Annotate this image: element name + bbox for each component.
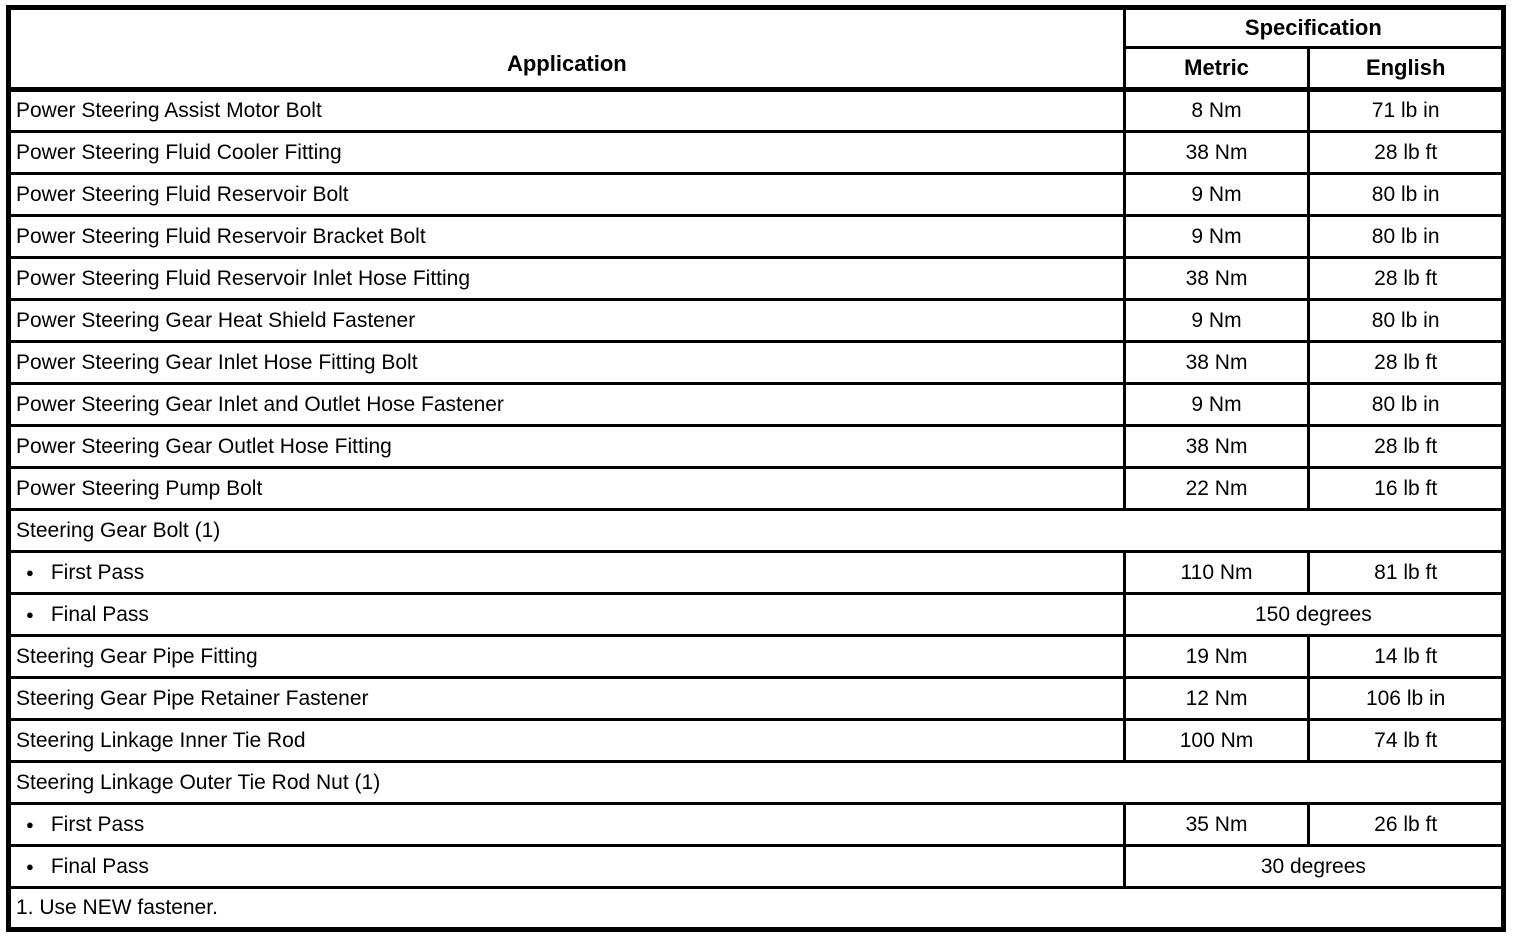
application-text: First Pass [50,560,145,584]
application-header: Application [9,8,1125,90]
application-text: Power Steering Fluid Reservoir Bolt [16,182,349,206]
metric-cell: 12 Nm [1124,678,1309,720]
application-text: Power Steering Pump Bolt [16,476,263,500]
english-cell: 80 lb in [1309,174,1504,216]
metric-cell: 38 Nm [1124,342,1309,384]
application-text: Steering Gear Pipe Fitting [16,644,258,668]
application-text: Power Steering Gear Inlet and Outlet Hose Fastener [16,392,504,416]
english-cell: 28 lb ft [1309,342,1504,384]
table-row [9,90,1504,132]
metric-cell: 9 Nm [1124,300,1309,342]
application-cell [9,384,1125,426]
bullet-icon: ● [26,606,34,622]
application-cell [9,594,1125,636]
bullet-icon: ● [26,564,34,580]
table-row [9,678,1504,720]
english-cell: 28 lb ft [1309,426,1504,468]
english-cell: 80 lb in [1309,384,1504,426]
application-cell [9,636,1125,678]
application-cell [9,846,1125,888]
english-cell: 106 lb in [1309,678,1504,720]
application-cell [9,258,1125,300]
english-cell: 71 lb in [1309,90,1504,132]
metric-cell: 38 Nm [1124,132,1309,174]
group-row-cell: Steering Gear Bolt (1) [9,510,1504,552]
application-text: Power Steering Fluid Reservoir Bracket Bolt [16,224,426,248]
metric-cell: 19 Nm [1124,636,1309,678]
spec-span-cell: 150 degrees [1124,594,1503,636]
specification-header: Specification [1124,8,1503,48]
table-header [9,8,1504,90]
english-cell: 81 lb ft [1309,552,1504,594]
header-row-1 [9,8,1504,48]
table-row [9,552,1504,594]
table-row [9,762,1504,804]
application-cell [9,468,1125,510]
metric-cell: 110 Nm [1124,552,1309,594]
application-text: Final Pass [50,602,149,626]
english-cell: 80 lb in [1309,216,1504,258]
metric-cell: 9 Nm [1124,384,1309,426]
application-text: Power Steering Gear Outlet Hose Fitting [16,434,392,458]
bullet-icon: ● [26,858,34,874]
application-cell [9,342,1125,384]
english-cell: 80 lb in [1309,300,1504,342]
english-cell: 74 lb ft [1309,720,1504,762]
application-cell [9,216,1125,258]
application-cell [9,426,1125,468]
metric-cell: 22 Nm [1124,468,1309,510]
table-row [9,846,1504,888]
application-text: Power Steering Fluid Cooler Fitting [16,140,342,164]
application-cell [9,174,1125,216]
table-row [9,426,1504,468]
metric-cell: 8 Nm [1124,90,1309,132]
metric-cell: 100 Nm [1124,720,1309,762]
table-row [9,342,1504,384]
table-row [9,174,1504,216]
torque-spec-table [6,5,1506,932]
metric-header: Metric [1124,48,1309,90]
table-row [9,258,1504,300]
application-cell [9,720,1125,762]
application-text: Steering Gear Pipe Retainer Fastener [16,686,369,710]
application-cell [9,90,1125,132]
application-cell [9,552,1125,594]
table-row [9,804,1504,846]
application-text: Power Steering Assist Motor Bolt [16,99,322,123]
metric-cell: 35 Nm [1124,804,1309,846]
bullet-icon: ● [26,816,34,832]
table-row [9,636,1504,678]
spec-span-cell: 30 degrees [1124,846,1503,888]
table-row [9,216,1504,258]
group-row-cell: Steering Linkage Outer Tie Rod Nut (1) [9,762,1504,804]
application-text: First Pass [50,812,145,836]
english-cell: 28 lb ft [1309,258,1504,300]
application-text: Power Steering Gear Inlet Hose Fitting Bolt [16,350,418,374]
application-text: Final Pass [50,854,149,878]
table-body [9,90,1504,930]
table-row [9,594,1504,636]
table-row [9,384,1504,426]
application-text: Power Steering Fluid Reservoir Inlet Hose Fitting [16,266,471,290]
table-row [9,468,1504,510]
application-cell [9,678,1125,720]
english-header: English [1309,48,1504,90]
english-cell: 26 lb ft [1309,804,1504,846]
application-cell [9,300,1125,342]
english-cell: 28 lb ft [1309,132,1504,174]
table-row [9,720,1504,762]
metric-cell: 9 Nm [1124,216,1309,258]
table-row [9,300,1504,342]
application-text: Steering Linkage Inner Tie Rod [16,728,306,752]
metric-cell: 38 Nm [1124,258,1309,300]
footnote-cell: 1. Use NEW fastener. [9,888,1504,930]
application-cell [9,132,1125,174]
application-text: Power Steering Gear Heat Shield Fastener [16,308,416,332]
table-row [9,888,1504,930]
metric-cell: 38 Nm [1124,426,1309,468]
english-cell: 14 lb ft [1309,636,1504,678]
application-cell [9,804,1125,846]
table-row [9,132,1504,174]
metric-cell: 9 Nm [1124,174,1309,216]
table-row [9,510,1504,552]
english-cell: 16 lb ft [1309,468,1504,510]
